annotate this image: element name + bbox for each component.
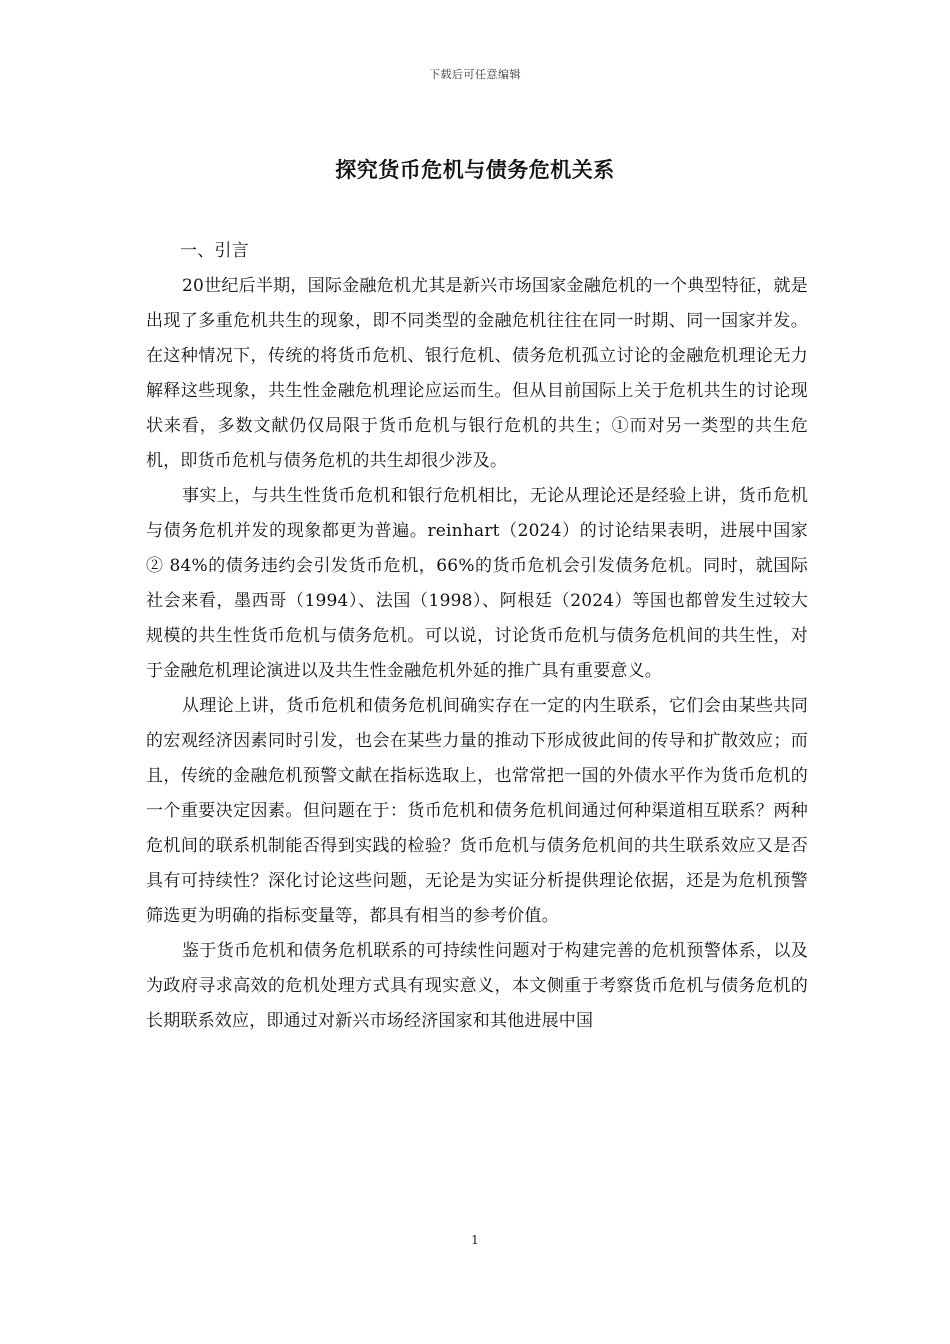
paragraph-3: 从理论上讲，货币危机和债务危机间确实存在一定的内生联系，它们会由某些共同的宏观经济因素同时引发，也会在某些力量的推动下形成彼此间的传导和扩散效应；而且，传统的金融危机预警文献在指标选取上，也常常把一国的外债水平作为货币危机的一个重要决定因素。但问题在于：货币危机和债务危机间通过何种渠道相互联系？两种危机间的联系机制能否得到实践的检验？货币危机与债务危机间的共生联系效应又是否具有可持续性？深化讨论这些问题，无论是为实证分析提供理论依据，还是为危机预警筛选更为明确的指标变量等，都具有相当的参考价值。	[146, 696, 808, 926]
paragraph-2: 事实上，与共生性货币危机和银行危机相比，无论从理论还是经验上讲，货币危机与债务危机并发的现象都更为普遍。reinhart（2024）的讨论结果表明，进展中国家② 84%的债务违约会引发货币危机，66%的货币危机会引发债务危机。同时，就国际社会来看，墨西哥（1994）、法国（1998）、阿根廷（2024）等国也都曾发生过较大规模的共生性货币危机与债务危机。可以说，讨论货币危机与债务危机间的共生性，对于金融危机理论演进以及共生性金融危机外延的推广具有重要意义。	[146, 486, 808, 681]
document-title: 探究货币危机与债务危机关系	[335, 157, 615, 182]
paragraph-1: 20世纪后半期，国际金融危机尤其是新兴市场国家金融危机的一个典型特征，就是出现了多重危机共生的现象，即不同类型的金融危机往往在同一时期、同一国家并发。在这种情况下，传统的将货币危机、银行危机、债务危机孤立讨论的金融危机理论无力解释这些现象，共生性金融危机理论应运而生。但从目前国际上关于危机共生的讨论现状来看，多数文献仍仅局限于货币危机与银行危机的共生；①而对另一类型的共生危机，即货币危机与债务危机的共生却很少涉及。	[146, 276, 808, 471]
page-number: 1	[471, 1233, 479, 1247]
paragraph-4: 鉴于货币危机和债务危机联系的可持续性问题对于构建完善的危机预警体系，以及为政府寻求高效的危机处理方式具有现实意义，本文侧重于考察货币危机与债务危机的长期联系效应，即通过对新兴市场经济国家和其他进展中国	[146, 941, 808, 1031]
document-body	[146, 234, 808, 1039]
page-header-note: 下载后可任意编辑	[429, 68, 521, 81]
section-heading: 一、引言	[180, 241, 249, 261]
